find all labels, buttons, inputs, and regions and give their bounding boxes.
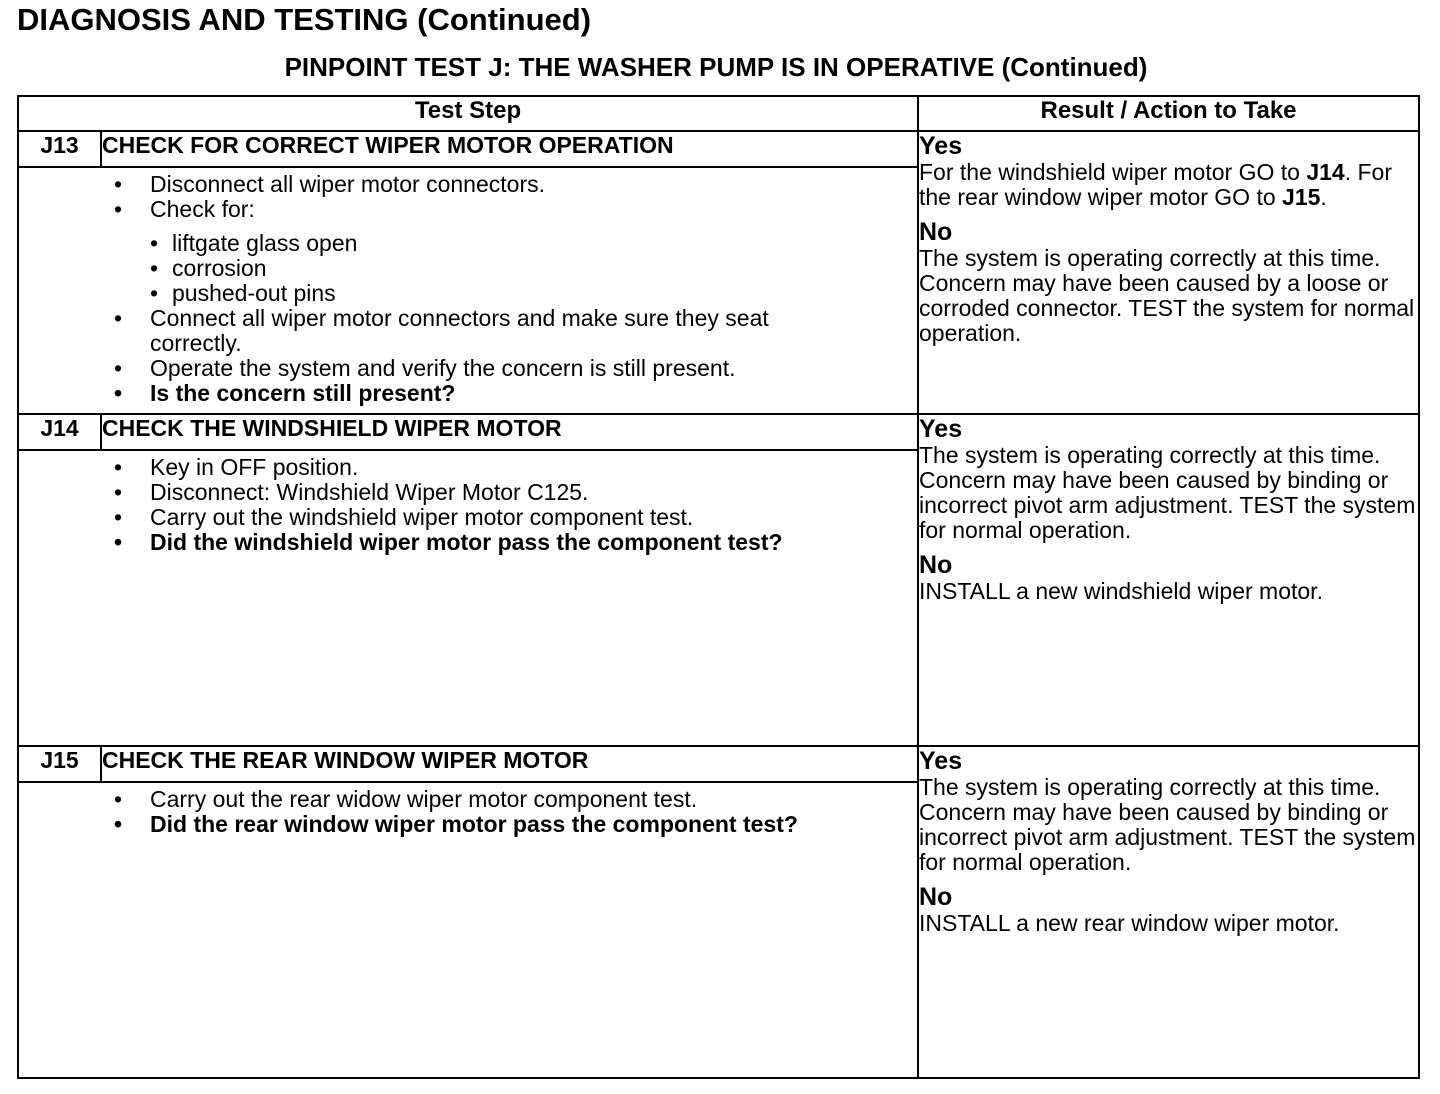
no-action: The system is operating correctly at this time. Concern may have been caused by a loose or corroded connector. TEST the system for normal operation. — [919, 245, 1415, 346]
yes-action: For the windshield wiper motor GO to J14. For the rear window wiper motor GO to J15. — [919, 159, 1392, 210]
step-result — [918, 414, 1419, 746]
step-result — [918, 131, 1419, 414]
step-title: CHECK FOR CORRECT WIPER MOTOR OPERATION — [101, 131, 918, 167]
pinpoint-test-table — [17, 95, 1420, 1079]
list-item: • Operate the system and verify the concern is still present. — [19, 356, 917, 381]
no-label: No — [919, 551, 953, 579]
list-item: • pushed-out pins — [19, 281, 917, 306]
sub-list — [150, 231, 917, 306]
list-item: • corrosion — [19, 256, 917, 281]
step-body — [18, 167, 918, 414]
table-row — [18, 131, 1419, 167]
no-label: No — [919, 218, 953, 246]
step-reference: J15 — [1282, 184, 1321, 210]
step-id: J13 — [18, 131, 101, 167]
list-item: • liftgate glass open — [19, 231, 917, 256]
list-item: • Disconnect: Windshield Wiper Motor C125. — [19, 480, 917, 505]
yes-label: Yes — [919, 747, 963, 775]
no-action: INSTALL a new windshield wiper motor. — [919, 578, 1323, 604]
step-id: J15 — [18, 746, 101, 782]
list-item: • Connect all wiper motor connectors and make sure they seat correctly. — [19, 306, 917, 356]
list-item: • Carry out the rear widow wiper motor component test. — [19, 787, 917, 812]
table-row — [18, 414, 1419, 450]
step-title: CHECK THE WINDSHIELD WIPER MOTOR — [101, 414, 918, 450]
yes-action: The system is operating correctly at this time. Concern may have been caused by binding or incorrect pivot arm adjustment. TEST the system for normal operation. — [919, 442, 1416, 543]
list-item: • Check for: • liftgate glass open • corrosion • pushed-out pins — [19, 197, 917, 306]
list-item: • Disconnect all wiper motor connectors. — [19, 172, 917, 197]
yes-action: The system is operating correctly at this time. Concern may have been caused by binding or incorrect pivot arm adjustment. TEST the system for normal operation. — [919, 774, 1416, 875]
pinpoint-test-title: PINPOINT TEST J: THE WASHER PUMP IS IN OPERATIVE (Continued) — [284, 52, 1148, 82]
step-body — [18, 450, 918, 746]
list-item: • Is the concern still present? — [19, 381, 917, 406]
step-list — [19, 451, 917, 555]
step-title: CHECK THE REAR WINDOW WIPER MOTOR — [101, 746, 918, 782]
yes-label: Yes — [919, 132, 963, 160]
column-header-test-step: Test Step — [18, 96, 918, 131]
yes-label: Yes — [919, 415, 963, 443]
step-body — [18, 782, 918, 1078]
list-item: • Did the windshield wiper motor pass the component test? — [19, 530, 917, 555]
no-action: INSTALL a new rear window wiper motor. — [919, 910, 1340, 936]
list-item: • Did the rear window wiper motor pass the component test? — [19, 812, 917, 837]
section-title: DIAGNOSIS AND TESTING (Continued) — [17, 2, 592, 37]
list-item: • Key in OFF position. — [19, 455, 917, 480]
step-list — [19, 783, 917, 837]
step-list — [19, 168, 917, 406]
table-row — [18, 746, 1419, 782]
step-result — [918, 746, 1419, 1078]
no-label: No — [919, 883, 953, 911]
column-header-result: Result / Action to Take — [918, 96, 1419, 131]
step-id: J14 — [18, 414, 101, 450]
list-item: • Carry out the windshield wiper motor component test. — [19, 505, 917, 530]
step-reference: J14 — [1306, 159, 1345, 185]
